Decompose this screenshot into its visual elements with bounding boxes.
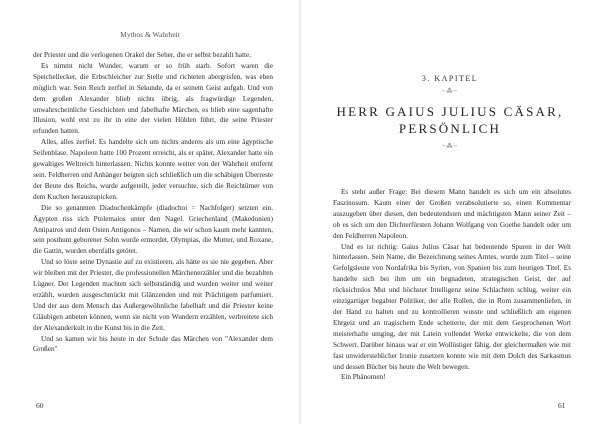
paragraph: Es nimmt nicht Wunder, warum er so früh starb. Sofort waren die Speichellecker, die Erbschleicher zur Stelle und richteten abergrisfen, was eben möglich war. Sein Reich zerfiel in Sekunde, da er seinem Geist aufgab. Und von dem großen Alexander blieb nichts übrig, als fragwürdige Legenden, unwahrscheinliche Geschichten und fabelhafte Märchen, es blieb eine sagenhafte Illusion, wohl erst zu ihr in eine der vielen Höhlen führt, die seine Priester erfunden hatten. bbox=[33, 61, 273, 136]
paragraph: Es steht außer Frage: Bei diesem Mann handelt es sich um ein absolutes Faszinosum. Kaum einer der Großen verabsolutierte so, einen Kommentar auszugeben über diesen, den bedeutendsten und mächtigsten Mann seiner Zeit – ob es sich um den Dichterfürsten Johann Wolfgang von Goethe handelt oder um den Feldherren Napoleon. bbox=[333, 188, 571, 240]
book-gutter bbox=[299, 0, 301, 424]
paragraph: Die so genannten Diadochenkämpfe (diadochoi = Nachfolger) setzten ein. Ägypten riss sich Ptolemaios unter den Nagel. Griechenland (Makedonien) Antipatros und dem Osten Antigonos – Namen, die wir schon kaum mehr kannten, sein posthum geborener Sohn wurde ermordet, Olympias, die Mutter, und Roxane, die Gattin, wurden ebenfalls getötet. bbox=[33, 203, 273, 256]
chapter-title-line-1: HERR GAIUS JULIUS CÄSAR, bbox=[336, 104, 564, 119]
left-page-body bbox=[33, 50, 273, 355]
paragraph: Und so löste seine Dynastie auf zu existieren, als hätte es sie nie gegeben. Aber wir bleiben mit der Priester, die professionellen Märchenerzähler und die bezahlten Lügner. Der Legenden machten sich selbstständig und wurden weiter und weiter erzählt, wurden ausgeschmückt mit Glänzenden und mit Prächtigem parfumiert. Und der aus dem Mensch das Außergewöhnliche fabelhaft und die Priester keine Gläubigen anbeten können, wenn sie nicht von Wundern erzählen, verbreitete sich der Alexanderkult in die Kunst bis in die Zeit. bbox=[33, 258, 273, 332]
paragraph: Alles, alles zerfiel. Es handelte sich um nichts anderes als um eine ägyptische Seifenblase. Napoleon hatte 100 Prozent erreicht, als er später, Alexander hatte ein gewaltiges Weltreich hinterlassen. Nichts konnte weiter von der Wahrheit entfernt sein. Feldherren und Anhänger beigten sich schließlich um die schäbigen Überreste der Beute des Reichs, wurde aufgeteilt, jeder versuchte, sich die Reichtümer von dem Kuchen herauszupicken. bbox=[33, 138, 273, 201]
paragraph: Und es ist richtig: Gaius Julius Cäsar hat bedeutende Spuren in der Welt hinterlassen. Sein Name, die Bezeichnung seines Amtes, wurde zum Titel – seine Gefolgsleute von Nordafrika bis Syrien, von Spanien bis zum heutigen Titel. Es handelte sich bei ihm um ein begnadeten, strategischen Geist, der auf rücksichtslos Mut und höchster Intelligenz seine Schlachten schlug, weiter ein einzigartiger begabter Politiker, der alle Rollen, die in Rom zusammenliefen, in der Hand zu halten und zu kontrollieren wusste und schließlich am eigenen Ehrgeiz und an tragischem Ende scheiterte, der mit dem Gesprochenen Wort meisterhafte umging, der mit Latein vollendet Werke entwickelte, die von dem Schwert. Darüber hinaus war er ein Wollüstiger fähig, der gleichermaßen wie mit fast unwiderstehlicher Ironie zusetzen konnte wie mit dem Dolch des Sarkasmus und dessen Bücher bis heute die Welt bewegen. bbox=[333, 242, 571, 371]
page-number-left: 60 bbox=[36, 401, 44, 410]
running-head: Mythos & Wahrheit bbox=[120, 30, 180, 39]
paragraph: der Priester und die verlogenen Orakel der Seher, die er selbst bezahlt hatte. bbox=[33, 51, 252, 59]
chapter-title-line-2: PERSÖNLICH bbox=[398, 121, 502, 136]
ornament-top-icon: ~⁂~ bbox=[442, 89, 458, 95]
right-page-body bbox=[333, 187, 571, 383]
page-number-right: 61 bbox=[558, 401, 566, 410]
ornament-bottom-icon: ~⁂~ bbox=[442, 144, 458, 150]
paragraph: Ein Phänomen! bbox=[341, 373, 386, 382]
chapter-number: 3. KAPITEL bbox=[421, 74, 479, 83]
chapter-title bbox=[300, 103, 600, 137]
paragraph: Und so kamen wir bis heute in der Schule das Märchen von "Alexander dem Großen" bbox=[33, 334, 273, 354]
